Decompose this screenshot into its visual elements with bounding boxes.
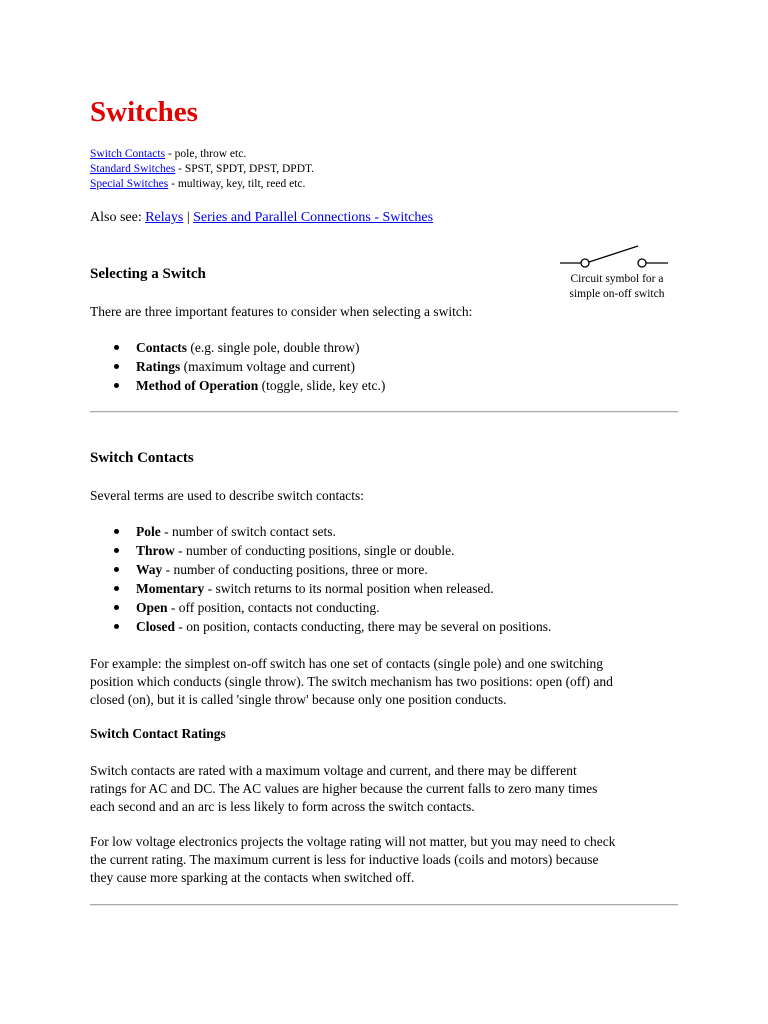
list-item-term: Contacts [136, 340, 187, 355]
toc-desc: - multiway, key, tilt, reed etc. [168, 178, 306, 190]
toc-link-switch-contacts[interactable]: Switch Contacts [90, 148, 166, 160]
toc-item [90, 147, 314, 162]
ratings-paragraph-2 [90, 833, 680, 887]
figure-caption-line: simple on-off switch [569, 288, 665, 300]
list-item-desc: - off position, contacts not conducting. [167, 600, 380, 615]
paragraph-line: For example: the simplest on-off switch has one set of contacts (single pole) and one switching [90, 656, 604, 671]
list-item-desc: - switch returns to its normal position when released. [204, 581, 494, 596]
figure-caption-line: Circuit symbol for a [570, 273, 664, 285]
paragraph-line: For low voltage electronics projects the voltage rating will not matter, but you may need to check [90, 834, 616, 849]
list-item-desc: (toggle, slide, key etc.) [258, 378, 386, 393]
switch-symbol-icon [560, 240, 672, 270]
paragraph-line: ratings for AC and DC. The AC values are higher because the current falls to zero many times [90, 781, 598, 796]
selecting-intro: There are three important features to consider when selecting a switch: [90, 304, 473, 319]
list-item-desc: - number of conducting positions, single or double. [174, 543, 455, 558]
section-divider [90, 904, 678, 906]
section-title-selecting: Selecting a Switch [90, 266, 206, 282]
ratings-paragraph-1 [90, 762, 650, 816]
list-item-term: Ratings [136, 359, 181, 374]
toc-desc: - SPST, SPDT, DPST, DPDT. [175, 163, 315, 175]
list-item [90, 357, 385, 376]
list-item-term: Open [136, 600, 168, 615]
list-item-term: Momentary [136, 581, 205, 596]
page-title: Switches [90, 96, 198, 128]
list-item [90, 560, 551, 579]
list-item [90, 376, 385, 395]
paragraph-line: closed (on), but it is called 'single throw' because only one position conducts. [90, 692, 507, 707]
subsection-title-ratings: Switch Contact Ratings [90, 726, 226, 741]
section-title-contacts: Switch Contacts [90, 450, 194, 466]
list-item [90, 541, 551, 560]
toc-item [90, 162, 314, 177]
figure-caption [552, 272, 682, 302]
list-item-term: Pole [136, 524, 161, 539]
toc-link-special-switches[interactable]: Special Switches [90, 178, 169, 190]
paragraph-line: position which conducts (single throw). The switch mechanism has two positions: open (off) and [90, 674, 613, 689]
list-item [90, 598, 551, 617]
paragraph-line: each second and an arc is less likely to form across the switch contacts. [90, 799, 475, 814]
list-item [90, 522, 551, 541]
paragraph-line: they cause more sparking at the contacts when switched off. [90, 870, 415, 885]
paragraph-line: the current rating. The maximum current is less for inductive loads (coils and motors) because [90, 852, 599, 867]
list-item-desc: (e.g. single pole, double throw) [187, 340, 360, 355]
toc-link-standard-switches[interactable]: Standard Switches [90, 163, 176, 175]
switch-figure [552, 240, 682, 302]
list-item-desc: - on position, contacts conducting, there may be several on positions. [175, 619, 552, 634]
also-see-label: Also see: [90, 210, 146, 225]
section-divider [90, 411, 678, 413]
relays-link[interactable]: Relays [145, 210, 184, 225]
list-item-term: Closed [136, 619, 176, 634]
list-item-term: Throw [136, 543, 175, 558]
list-item-term: Way [136, 562, 163, 577]
list-item-term: Method of Operation [136, 378, 259, 393]
list-item [90, 338, 385, 357]
list-item-desc: (maximum voltage and current) [180, 359, 355, 374]
contacts-intro: Several terms are used to describe switch contacts: [90, 488, 365, 503]
paragraph-line: Switch contacts are rated with a maximum voltage and current, and there may be different [90, 763, 577, 778]
example-paragraph [90, 655, 680, 709]
also-see-separator: | [183, 210, 194, 225]
series-parallel-link[interactable]: Series and Parallel Connections - Switches [193, 210, 434, 225]
list-item [90, 617, 551, 636]
toc-item [90, 177, 314, 192]
table-of-contents [90, 147, 314, 192]
list-item-desc: - number of conducting positions, three or more. [162, 562, 428, 577]
toc-desc: - pole, throw etc. [165, 148, 247, 160]
list-item-desc: - number of switch contact sets. [160, 524, 336, 539]
terms-list [90, 522, 551, 636]
features-list [90, 338, 385, 395]
list-item [90, 579, 551, 598]
also-see [90, 209, 433, 227]
